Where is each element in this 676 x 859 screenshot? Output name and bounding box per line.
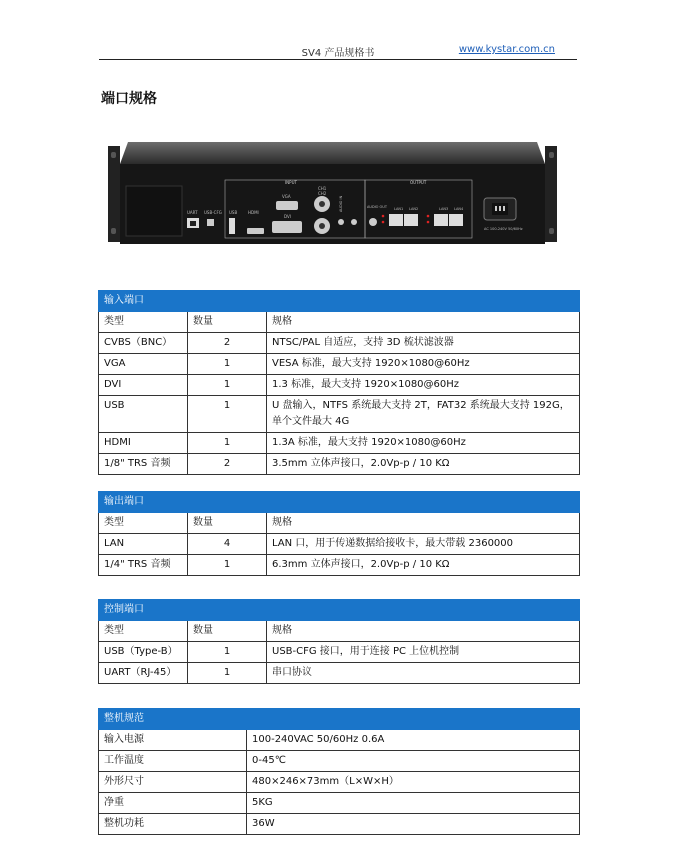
lan3-label: LAN3	[439, 207, 449, 211]
ch2-label: CH2	[318, 191, 327, 196]
cell-spec: 串口协议	[267, 663, 580, 684]
header-website-link[interactable]: www.kystar.com.cn	[458, 44, 555, 55]
cell-spec: VESA 标准，最大支持 1920×1080@60Hz	[267, 354, 580, 375]
table-title-row	[99, 600, 580, 621]
uart-label: UART	[187, 210, 198, 215]
dvi-label: DVI	[284, 214, 291, 219]
col-header-type: 类型	[99, 312, 188, 333]
table-row	[99, 454, 580, 475]
vga-port	[276, 201, 298, 210]
table-row	[99, 751, 580, 772]
cell-qty: 1	[188, 555, 267, 576]
hdmi-label: HDMI	[248, 210, 259, 215]
table-row	[99, 354, 580, 375]
input-ports-title: 输入端口	[99, 291, 580, 312]
cell-type: VGA	[99, 354, 188, 375]
machine-specs-table	[98, 708, 580, 835]
usb-port	[229, 218, 235, 234]
lan2-label: LAN2	[409, 207, 419, 211]
table-row	[99, 793, 580, 814]
dvi-port	[272, 221, 302, 233]
lan4-label: LAN4	[454, 207, 464, 211]
table-row	[99, 663, 580, 684]
usb-label: USB	[229, 210, 238, 215]
audio-in-port-1	[338, 219, 344, 225]
col-header-spec: 规格	[267, 312, 580, 333]
col-header-spec: 规格	[267, 621, 580, 642]
lan1-label: LAN1	[394, 207, 404, 211]
cell-value: 100-240VAC 50/60Hz 0.6A	[247, 730, 580, 751]
table-row	[99, 534, 580, 555]
audio-out-port	[369, 218, 377, 226]
col-header-type: 类型	[99, 621, 188, 642]
header-divider	[99, 59, 577, 60]
table-row	[99, 642, 580, 663]
cell-spec: 1.3 标准，最大支持 1920×1080@60Hz	[267, 375, 580, 396]
cell-value: 0-45℃	[247, 751, 580, 772]
blank-plate	[126, 186, 182, 236]
lan2-port	[404, 214, 418, 226]
rack-ear-right	[545, 146, 557, 242]
chassis-rear	[120, 164, 545, 244]
lan4-port	[449, 214, 463, 226]
cell-qty: 1	[188, 375, 267, 396]
section-heading: 端口规格	[101, 91, 157, 107]
cell-value: 36W	[247, 814, 580, 835]
cell-type: DVI	[99, 375, 188, 396]
cell-spec: NTSC/PAL 自适应，支持 3D 梳状滤波器	[267, 333, 580, 354]
cell-label: 工作温度	[99, 751, 247, 772]
col-header-type: 类型	[99, 513, 188, 534]
cell-spec: 3.5mm 立体声接口，2.0Vp-p / 10 KΩ	[267, 454, 580, 475]
input-panel-label: INPUT	[285, 180, 297, 185]
lan1-port	[389, 214, 403, 226]
hdmi-port	[247, 228, 264, 234]
cell-type: 1/4" TRS 音频	[99, 555, 188, 576]
cell-type: USB（Type-B）	[99, 642, 188, 663]
table-row	[99, 433, 580, 454]
cell-qty: 2	[188, 454, 267, 475]
cell-value: 480×246×73mm（L×W×H）	[247, 772, 580, 793]
col-header-qty: 数量	[188, 312, 267, 333]
cell-spec: U 盘输入，NTFS 系统最大支持 2T，FAT32 系统最大支持 192G，单个文件最大 4G	[267, 396, 580, 433]
audio-in-port-2	[351, 219, 357, 225]
cell-spec: USB-CFG 接口，用于连接 PC 上位机控制	[267, 642, 580, 663]
table-title-row	[99, 291, 580, 312]
output-panel-label: OUTPUT	[410, 180, 427, 185]
cell-type: CVBS（BNC）	[99, 333, 188, 354]
cell-type: UART（RJ-45）	[99, 663, 188, 684]
cell-qty: 1	[188, 642, 267, 663]
cell-qty: 1	[188, 663, 267, 684]
cell-label: 整机功耗	[99, 814, 247, 835]
table-row	[99, 772, 580, 793]
cell-qty: 1	[188, 354, 267, 375]
cell-value: 5KG	[247, 793, 580, 814]
chassis-top	[120, 142, 545, 164]
table-row	[99, 333, 580, 354]
vga-label: VGA	[282, 194, 291, 199]
usbcfg-label: USB-CFG	[204, 210, 222, 215]
cell-spec: 6.3mm 立体声接口，2.0Vp-p / 10 KΩ	[267, 555, 580, 576]
table-header-row	[99, 621, 580, 642]
lan3-port	[434, 214, 448, 226]
cell-type: 1/8" TRS 音频	[99, 454, 188, 475]
audio-in-label: AUDIO IN	[339, 195, 343, 212]
table-title-row	[99, 492, 580, 513]
table-title-row	[99, 709, 580, 730]
cell-type: LAN	[99, 534, 188, 555]
cell-spec: 1.3A 标准，最大支持 1920×1080@60Hz	[267, 433, 580, 454]
col-header-qty: 数量	[188, 513, 267, 534]
cell-label: 输入电源	[99, 730, 247, 751]
table-row	[99, 814, 580, 835]
cell-label: 外形尺寸	[99, 772, 247, 793]
header-title: SV4 产品规格书	[301, 48, 375, 59]
table-row	[99, 396, 580, 433]
cell-spec: LAN 口，用于传递数据给接收卡，最大带载 2360000	[267, 534, 580, 555]
machine-specs-title: 整机规范	[99, 709, 580, 730]
rack-ear-left	[108, 146, 120, 242]
cell-type: HDMI	[99, 433, 188, 454]
cell-qty: 4	[188, 534, 267, 555]
ch1-label: CH1	[318, 186, 327, 191]
col-header-spec: 规格	[267, 513, 580, 534]
table-header-row	[99, 513, 580, 534]
input-ports-table	[98, 290, 580, 475]
table-row	[99, 730, 580, 751]
device-rear-panel-image	[108, 142, 557, 246]
cell-qty: 2	[188, 333, 267, 354]
power-label: AC 100-240V 50/60Hz	[484, 227, 523, 231]
output-ports-table	[98, 491, 580, 576]
cell-qty: 1	[188, 396, 267, 433]
cell-label: 净重	[99, 793, 247, 814]
output-ports-title: 输出端口	[99, 492, 580, 513]
cell-qty: 1	[188, 433, 267, 454]
audio-out-label: AUDIO OUT	[367, 205, 388, 209]
table-row	[99, 555, 580, 576]
table-header-row	[99, 312, 580, 333]
usbcfg-port	[207, 219, 214, 226]
cell-type: USB	[99, 396, 188, 433]
col-header-qty: 数量	[188, 621, 267, 642]
control-ports-title: 控制端口	[99, 600, 580, 621]
table-row	[99, 375, 580, 396]
control-ports-table	[98, 599, 580, 684]
